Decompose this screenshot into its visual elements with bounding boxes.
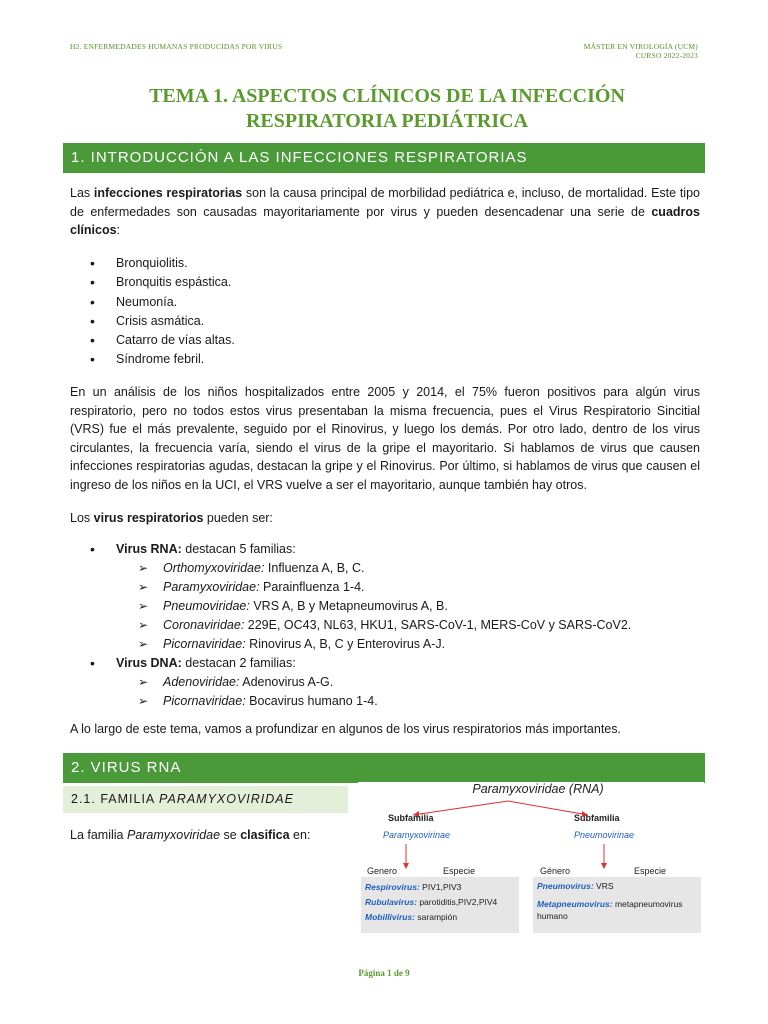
table-row: Metapneumovirus: metapneumovirus humano	[537, 899, 683, 921]
arrow-icon: ➢	[138, 637, 149, 651]
list-item: • Síndrome febril.	[90, 350, 235, 369]
page-footer: Página 1 de 9	[358, 968, 410, 978]
arrow-icon: ➢	[138, 599, 149, 613]
list-item: ➢ Picornaviridae: Bocavirus humano 1-4.	[90, 692, 631, 711]
list-item: ➢ Orthomyxoviridae: Influenza A, B, C.	[90, 559, 631, 578]
arrow-head	[601, 863, 607, 869]
title-line2: RESPIRATORIA PEDIÁTRICA	[245, 110, 529, 132]
subfamily-name: Paramyxovirinae	[383, 830, 451, 840]
list-item: • Bronquiolitis.	[90, 254, 235, 273]
list-item: ➢ Adenoviridae: Adenovirus A-G.	[90, 673, 631, 692]
genus-table-right	[533, 877, 701, 933]
clinical-list	[90, 254, 235, 370]
species-header: Especie	[634, 866, 667, 876]
subsection-heading: 2.1. FAMILIA PARAMYXOVIRIDAE	[63, 786, 348, 813]
header-right-line1: MÁSTER EN VIROLOGÍA (UCM)	[583, 42, 698, 51]
genus-header: Género	[540, 866, 571, 876]
list-item: ➢ Paramyxoviridae: Parainfluenza 1-4.	[90, 578, 631, 597]
subfamily-name: Pneumovirinae	[574, 830, 635, 840]
table-row: Rubulavirus: parotiditis,PIV2,PIV4	[365, 897, 498, 907]
table-row: Pneumovirus: VRS	[537, 881, 614, 891]
title-line1: TEMA 1. ASPECTOS CLÍNICOS DE LA INFECCIÓN	[149, 85, 625, 107]
subfamily-label: Subfamilia	[574, 813, 620, 823]
arrow-icon: ➢	[138, 561, 149, 575]
section-heading-2: 2. VIRUS RNA	[63, 753, 705, 783]
list-item: ➢ Coronaviridae: 229E, OC43, NL63, HKU1, SARS-CoV-1, MERS-CoV y SARS-CoV2.	[90, 616, 631, 635]
list-item: • Bronquitis espástica.	[90, 273, 235, 292]
figure-title: Paramyxoviridae (RNA)	[472, 782, 604, 796]
list-item-rna: • Virus RNA: destacan 5 familias:	[90, 540, 631, 559]
closing-paragraph: A lo largo de este tema, vamos a profundizar en algunos de los virus respiratorios más importantes.	[70, 722, 621, 736]
arrow-icon: ➢	[138, 675, 149, 689]
section-heading-1: 1. INTRODUCCIÓN A LAS INFECCIONES RESPIRATORIAS	[63, 143, 705, 173]
header-left: H2. ENFERMEDADES HUMANAS PRODUCIDAS POR VIRUS	[70, 42, 283, 51]
classification-figure	[358, 782, 704, 938]
list-item: ➢ Pneumoviridae: VRS A, B y Metapneumovirus A, B.	[90, 597, 631, 616]
list-item: ➢ Picornaviridae: Rinovirus A, B, C y Enterovirus A-J.	[90, 635, 631, 654]
genus-header: Genero	[367, 866, 398, 876]
arrow-head	[403, 863, 409, 869]
header-right-line2: CURSO 2022-2023	[635, 51, 698, 60]
arrow-icon: ➢	[138, 694, 149, 708]
page-title	[70, 84, 704, 134]
table-row: Respirovirus: PIV1,PIV3	[365, 882, 462, 892]
classification-paragraph: La familia Paramyxoviridae se clasifica en:	[70, 828, 311, 842]
arrow-icon: ➢	[138, 580, 149, 594]
list-item: • Crisis asmática.	[90, 312, 235, 331]
list-item: • Catarro de vías altas.	[90, 331, 235, 350]
intro-paragraph: Las infecciones respiratorias son la causa principal de morbilidad pediátrica e, incluso, de mortalidad. Este tipo de enfermedades son causadas mayoritariamente por virus y pueden desencadenar una serie de cuadros clínicos:	[70, 186, 700, 238]
viruses-intro: Los virus respiratorios pueden ser:	[70, 511, 273, 525]
virus-list	[90, 540, 631, 711]
arrow-icon: ➢	[138, 618, 149, 632]
genus-table-left	[361, 877, 519, 933]
header-right	[584, 42, 698, 60]
list-item: • Neumonía.	[90, 293, 235, 312]
table-row: Mobillivirus: sarampión	[365, 912, 458, 922]
subfamily-label: Subfamilia	[388, 813, 434, 823]
species-header: Especie	[443, 866, 476, 876]
list-item-dna: • Virus DNA: destacan 2 familias:	[90, 654, 631, 673]
analysis-paragraph: En un análisis de los niños hospitalizados entre 2005 y 2014, el 75% fueron positivos para algún virus respiratorio, pero no todos estos virus presentaban la misma frecuencia, pues el Virus Respiratorio Sincitial (VRS) fue el más prevalente, seguido por el Rinovirus, y luego los demás. Por otro lado, dentro de los virus circulantes, la frecuencia varía, siendo el virus de la gripe el mayoritario. Si hablamos de virus que causen infecciones respiratorias agudas, destacan la gripe y el Rinovirus. Por último, si hablamos de virus que causen el ingreso de los niños en la UCI, el VRS vuelve a ser el mayoritario, aunque también hay otros.	[70, 385, 700, 492]
